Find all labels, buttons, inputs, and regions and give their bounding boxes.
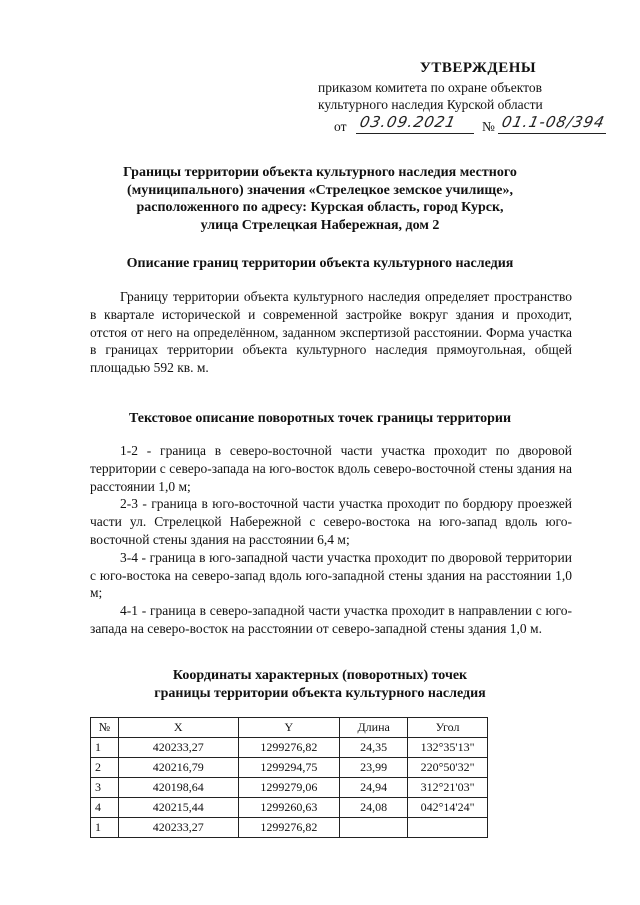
table-row [91, 818, 488, 838]
cell-number: 3 [91, 778, 119, 798]
section2-heading: Текстовое описание поворотных точек границы территории [128, 411, 512, 426]
section3-heading [92, 667, 548, 702]
section3-heading-line-1: Координаты характерных (поворотных) точек [172, 668, 468, 683]
cell-number: 4 [91, 798, 119, 818]
approval-line-1: приказом комитета по охране объектов [318, 80, 542, 95]
table-header-row [91, 718, 488, 738]
cell-angle: 220°50'32" [408, 758, 488, 778]
segment-2-3: 2-3 - граница в юго-восточной части участка проходит по бордюру проезжей части ул. Стрелецкой Набережной с северо-востока на юго-запад вдоль юго-восточной стены здания на расстоянии 6,4 м; [90, 496, 572, 547]
table-row [91, 758, 488, 778]
cell-x: 420215,44 [118, 798, 238, 818]
cell-number: 1 [91, 738, 119, 758]
cell-x: 420233,27 [118, 818, 238, 838]
header-x: X [118, 718, 238, 738]
section3-heading-line-2: границы территории объекта культурного наследия [154, 685, 486, 701]
date-underline [356, 133, 474, 134]
cell-angle: 042°14'24" [408, 798, 488, 818]
table-row [91, 738, 488, 758]
approval-block [318, 60, 618, 136]
section1-body [90, 288, 572, 377]
cell-length [340, 818, 408, 838]
cell-y: 1299294,75 [238, 758, 340, 778]
cell-y: 1299260,63 [238, 798, 340, 818]
cell-angle: 312°21'03" [408, 778, 488, 798]
cell-y: 1299279,06 [238, 778, 340, 798]
table-row [91, 778, 488, 798]
cell-length: 23,99 [340, 758, 408, 778]
cell-y: 1299276,82 [238, 738, 340, 758]
approval-line-2: культурного наследия Курской области [318, 97, 543, 112]
date-handwritten: 03.09.2021 [358, 113, 458, 131]
cell-length: 24,35 [340, 738, 408, 758]
title-line-4: улица Стрелецкая Набережная, дом 2 [200, 217, 440, 233]
segment-4-1: 4-1 - граница в северо-западной части участка проходит в направлении с юго-запада на северо-восток на расстоянии от северо-западной стены здания 1,0 м. [90, 603, 572, 636]
section1-paragraph: Границу территории объекта культурного наследия определяет пространство в квартале исторической и современной застройке вокруг здания и проходит, отстоя от него на определённом, заданном экспертизой расстоянии. Форма участка в границах территории объекта культурного наследия прямоугольная, общей площадью 592 кв. м. [90, 289, 572, 376]
cell-x: 420233,27 [118, 738, 238, 758]
cell-number: 2 [91, 758, 119, 778]
document-title [92, 164, 548, 234]
cell-length: 24,94 [340, 778, 408, 798]
date-label: от [334, 119, 347, 134]
section2-body [90, 442, 572, 638]
header-number: № [91, 718, 119, 738]
segment-1-2: 1-2 - граница в северо-восточной части участка проходит по дворовой территории с северо-запада на юго-восток вдоль северо-восточной стены здания на расстоянии 1,0 м; [90, 443, 572, 494]
title-line-2: (муниципального) значения «Стрелецкое земское училище», [127, 182, 513, 198]
number-underline [498, 133, 606, 134]
approval-date-number-line [318, 114, 618, 136]
header-y: Y [238, 718, 340, 738]
cell-x: 420216,79 [118, 758, 238, 778]
header-length: Длина [340, 718, 408, 738]
approval-heading: УТВЕРЖДЕНЫ [419, 60, 537, 76]
cell-angle [408, 818, 488, 838]
cell-angle: 132°35'13" [408, 738, 488, 758]
title-line-3: расположенного по адресу: Курская область, город Курск, [136, 200, 504, 215]
table-row [91, 798, 488, 818]
segment-3-4: 3-4 - граница в юго-западной части участка проходит по дворовой территории с юго-востока на северо-запад вдоль юго-западной стены здания на расстоянии 1,0 м; [90, 549, 572, 601]
section1-heading: Описание границ территории объекта культурного наследия [126, 256, 514, 271]
header-angle: Угол [408, 718, 488, 738]
cell-number: 1 [91, 818, 119, 838]
cell-length: 24,08 [340, 798, 408, 818]
number-handwritten: 01.1-08/394 [500, 113, 607, 131]
cell-y: 1299276,82 [238, 818, 340, 838]
coordinates-table [90, 717, 488, 838]
cell-x: 420198,64 [118, 778, 238, 798]
title-line-1: Границы территории объекта культурного наследия местного [123, 165, 517, 180]
number-label: № [482, 119, 495, 134]
